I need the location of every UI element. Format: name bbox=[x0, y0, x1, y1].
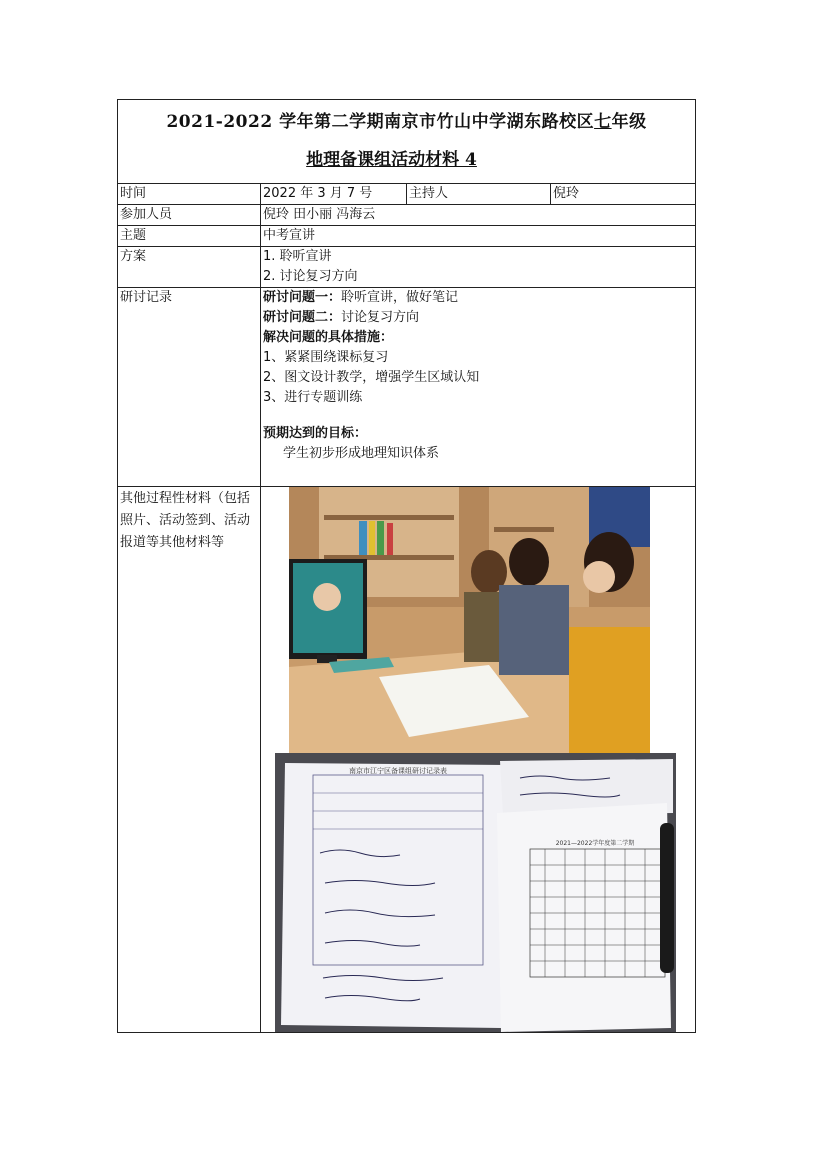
notes-photo bbox=[275, 753, 676, 1032]
host-value: 倪玲 bbox=[551, 184, 696, 205]
time-label: 时间 bbox=[118, 184, 261, 205]
plan-label: 方案 bbox=[118, 247, 261, 288]
host-label: 主持人 bbox=[407, 184, 551, 205]
document-title-line2: 地理备课组活动材料 4 bbox=[306, 150, 477, 170]
time-value: 2022 年 3 月 7 号 bbox=[261, 184, 407, 205]
discussion-value bbox=[261, 288, 696, 487]
measures-title: 解决问题的具体措施： bbox=[263, 330, 394, 345]
plan-item: 2. 讨论复习方向 bbox=[263, 269, 358, 284]
question-one: 研讨问题一：聆听宣讲，做好笔记 bbox=[263, 290, 459, 305]
measure-item: 2、图文设计教学，增强学生区域认知 bbox=[263, 370, 480, 385]
activity-table bbox=[117, 99, 696, 1033]
document-title-line1: 2021-2022 学年第二学期南京市竹山中学湖东路校区七年级 bbox=[166, 112, 647, 132]
measure-item: 1、紧紧围绕课标复习 bbox=[263, 350, 389, 365]
notes-form-title: 南京市江宁区备课组研讨记录表 bbox=[349, 767, 447, 775]
question-two: 研讨问题二：讨论复习方向 bbox=[263, 310, 420, 325]
photos-cell bbox=[261, 487, 696, 1033]
goal-text: 学生初步形成地理知识体系 bbox=[283, 446, 440, 461]
notes-table-title: 2021—2022学年度第二学期 bbox=[555, 840, 635, 847]
measure-item: 3、进行专题训练 bbox=[263, 390, 363, 405]
participants-label: 参加人员 bbox=[118, 205, 261, 226]
participants-value: 倪玲 田小丽 冯海云 bbox=[261, 205, 696, 226]
topic-label: 主题 bbox=[118, 226, 261, 247]
topic-value: 中考宣讲 bbox=[261, 226, 696, 247]
goal-title: 预期达到的目标： bbox=[263, 426, 368, 441]
meeting-photo bbox=[289, 487, 650, 753]
other-materials-label: 其他过程性材料（包括照片、活动签到、活动报道等其他材料等 bbox=[118, 487, 261, 1033]
discussion-label: 研讨记录 bbox=[118, 288, 261, 487]
plan-item: 1. 聆听宣讲 bbox=[263, 249, 332, 264]
plan-value bbox=[261, 247, 696, 288]
title-cell bbox=[118, 100, 696, 184]
